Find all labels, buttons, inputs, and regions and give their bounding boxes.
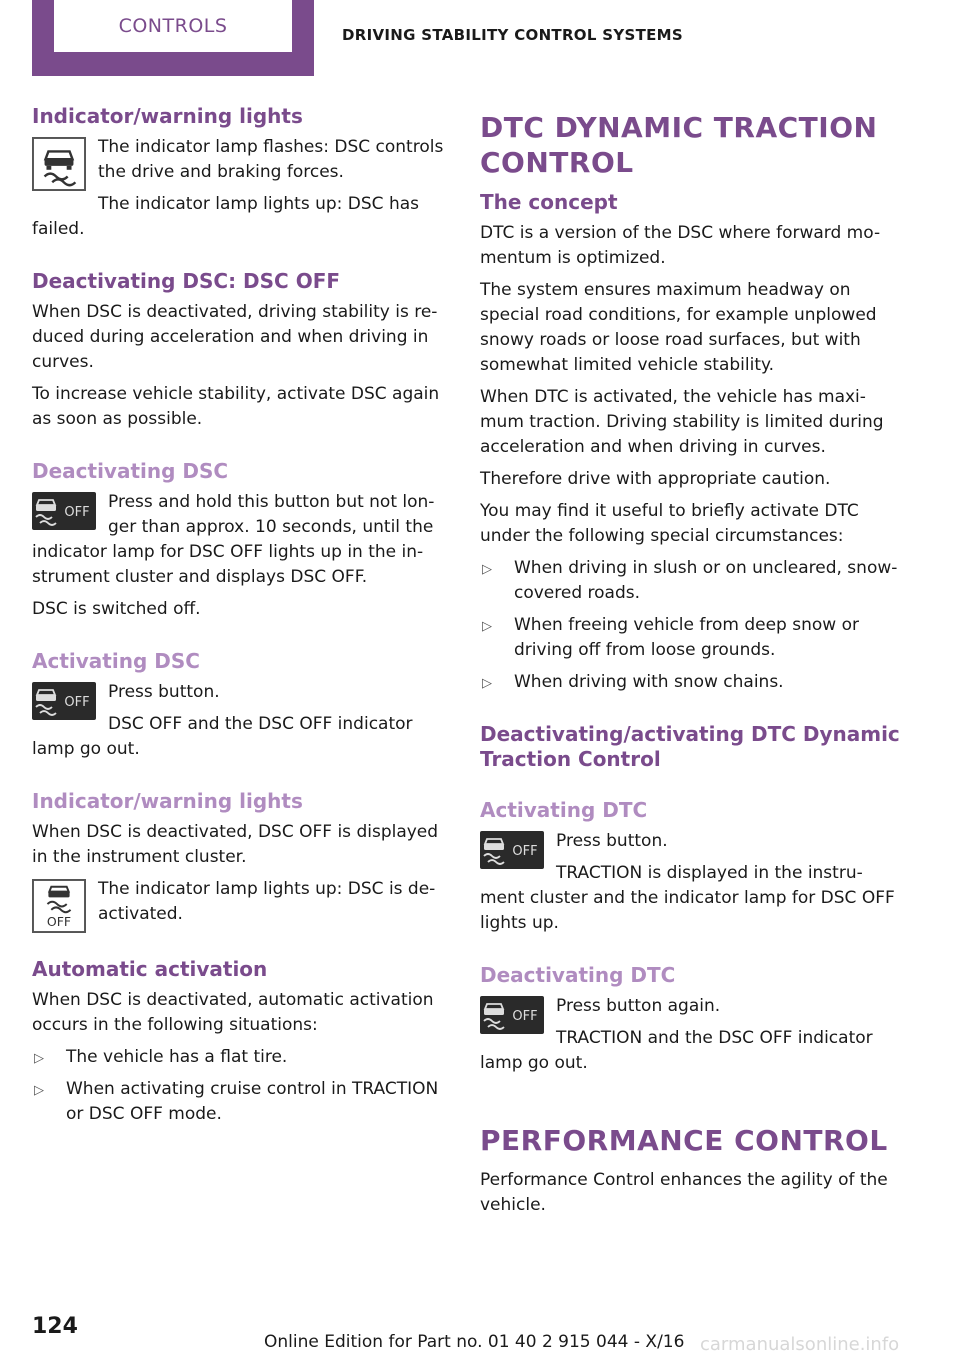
chapter-label: CONTROLS bbox=[54, 0, 292, 52]
paragraph: DSC is switched off. bbox=[32, 599, 201, 619]
dtc-button-block bbox=[480, 829, 900, 943]
heading-activating-dsc: Activating DSC bbox=[32, 649, 200, 673]
heading-deactivating-dsc: Deactivating DSC bbox=[32, 459, 229, 483]
heading-the-concept: The concept bbox=[480, 190, 618, 214]
paragraph: The indicator lamp lights up: DSC has failed. bbox=[32, 194, 419, 239]
paragraph: You may find it useful to briefly activate DTC under the following special circumstances: bbox=[480, 501, 859, 546]
page-number: 124 bbox=[32, 1314, 78, 1339]
bullet-list bbox=[32, 1045, 450, 1127]
list-item: ▷ When activating cruise control in TRACTION or DSC OFF mode. bbox=[34, 1079, 439, 1124]
svg-text:OFF: OFF bbox=[64, 695, 90, 710]
triangle-bullet-icon: ▷ bbox=[482, 676, 492, 691]
dsc-lamp-block bbox=[32, 135, 450, 249]
paragraph: The indicator lamp flashes: DSC controls the drive and braking forces. bbox=[98, 137, 444, 182]
list-item: ▷ When freeing vehicle from deep snow or driving off from loose grounds. bbox=[482, 615, 859, 660]
paragraph: Press and hold this button but not lon-ger than approx. 10 seconds, until the indicator lamp for DSC OFF lights up in the in-strument cluster and displays DSC OFF. bbox=[32, 492, 435, 587]
paragraph: To increase vehicle stability, activate DSC again as soon as possible. bbox=[32, 384, 440, 429]
paragraph: TRACTION is displayed in the instru-ment cluster and the indicator lamp for DSC OFF lights up. bbox=[480, 863, 895, 933]
paragraph: Performance Control enhances the agility of the vehicle. bbox=[480, 1170, 888, 1215]
paragraph: When DSC is deactivated, driving stability is re-duced during acceleration and when driving in curves. bbox=[32, 302, 438, 372]
heading-deactivating-dtc: Deactivating DTC bbox=[480, 963, 676, 987]
paragraph: The indicator lamp lights up: DSC is de-activated. bbox=[98, 879, 436, 924]
paragraph: Press button again. bbox=[556, 996, 721, 1016]
right-column bbox=[480, 104, 900, 1225]
triangle-bullet-icon: ▷ bbox=[482, 562, 492, 577]
dsc-off-button-icon bbox=[480, 831, 544, 869]
dsc-off-button-icon bbox=[480, 996, 544, 1034]
svg-text:OFF: OFF bbox=[46, 914, 72, 930]
triangle-bullet-icon: ▷ bbox=[482, 619, 492, 634]
svg-text:OFF: OFF bbox=[512, 844, 538, 859]
paragraph: When DTC is activated, the vehicle has maxi-mum traction. Driving stability is limited during acceleration and when driving in curves. bbox=[480, 387, 884, 457]
heading-dtc-dynamic-traction-control: DTC DYNAMIC TRACTION CONTROL bbox=[480, 111, 878, 179]
heading-activating-dtc: Activating DTC bbox=[480, 798, 648, 822]
triangle-bullet-icon: ▷ bbox=[34, 1083, 44, 1098]
list-item: ▷ When driving in slush or on uncleared, snow-covered roads. bbox=[482, 558, 898, 603]
list-item: ▷ When driving with snow chains. bbox=[480, 670, 900, 695]
heading-performance-control: PERFORMANCE CONTROL bbox=[480, 1124, 888, 1157]
paragraph: DTC is a version of the DSC where forward mo-mentum is optimized. bbox=[480, 223, 881, 268]
dsc-button-block bbox=[32, 490, 450, 597]
paragraph: Press button. bbox=[108, 682, 220, 702]
dsc-button-block bbox=[32, 680, 450, 769]
dsc-warning-lamp-icon bbox=[32, 137, 86, 191]
header-tab bbox=[32, 0, 314, 76]
paragraph: TRACTION and the DSC OFF indicator lamp go out. bbox=[480, 1028, 873, 1073]
edition-note: Online Edition for Part no. 01 40 2 915 044 - X/16 bbox=[264, 1332, 685, 1352]
paragraph: Therefore drive with appropriate caution. bbox=[480, 469, 831, 489]
dtc-button-block bbox=[480, 994, 900, 1083]
bullet-list bbox=[480, 556, 900, 695]
watermark: carmanualsonline.info bbox=[700, 1334, 900, 1355]
heading-indicator-warning-lights: Indicator/warning lights bbox=[32, 104, 303, 128]
dsc-off-button-icon bbox=[32, 682, 96, 720]
left-column bbox=[32, 104, 450, 1134]
svg-text:OFF: OFF bbox=[64, 505, 90, 520]
section-title: DRIVING STABILITY CONTROL SYSTEMS bbox=[342, 26, 684, 44]
paragraph: Press button. bbox=[556, 831, 668, 851]
paragraph: DSC OFF and the DSC OFF indicator lamp go out. bbox=[32, 714, 413, 759]
dsc-off-lamp-block bbox=[32, 877, 450, 937]
triangle-bullet-icon: ▷ bbox=[34, 1051, 44, 1066]
heading-indicator-warning-lights: Indicator/warning lights bbox=[32, 789, 303, 813]
heading-deactivating-dsc-off: Deactivating DSC: DSC OFF bbox=[32, 269, 341, 293]
svg-text:OFF: OFF bbox=[512, 1009, 538, 1024]
list-item: ▷ The vehicle has a flat tire. bbox=[32, 1045, 450, 1070]
heading-automatic-activation: Automatic activation bbox=[32, 957, 268, 981]
paragraph: The system ensures maximum headway on special road conditions, for example unplowed snowy roads or loose road surfaces, but with somewhat limited vehicle stability. bbox=[480, 280, 877, 375]
paragraph: When DSC is deactivated, DSC OFF is displayed in the instrument cluster. bbox=[32, 822, 439, 867]
paragraph: When DSC is deactivated, automatic activation occurs in the following situations: bbox=[32, 990, 434, 1035]
heading-deactivating-activating-dtc: Deactivating/activating DTC Dynamic Traction Control bbox=[480, 722, 900, 771]
dsc-off-lamp-icon bbox=[32, 879, 86, 933]
dsc-off-button-icon bbox=[32, 492, 96, 530]
